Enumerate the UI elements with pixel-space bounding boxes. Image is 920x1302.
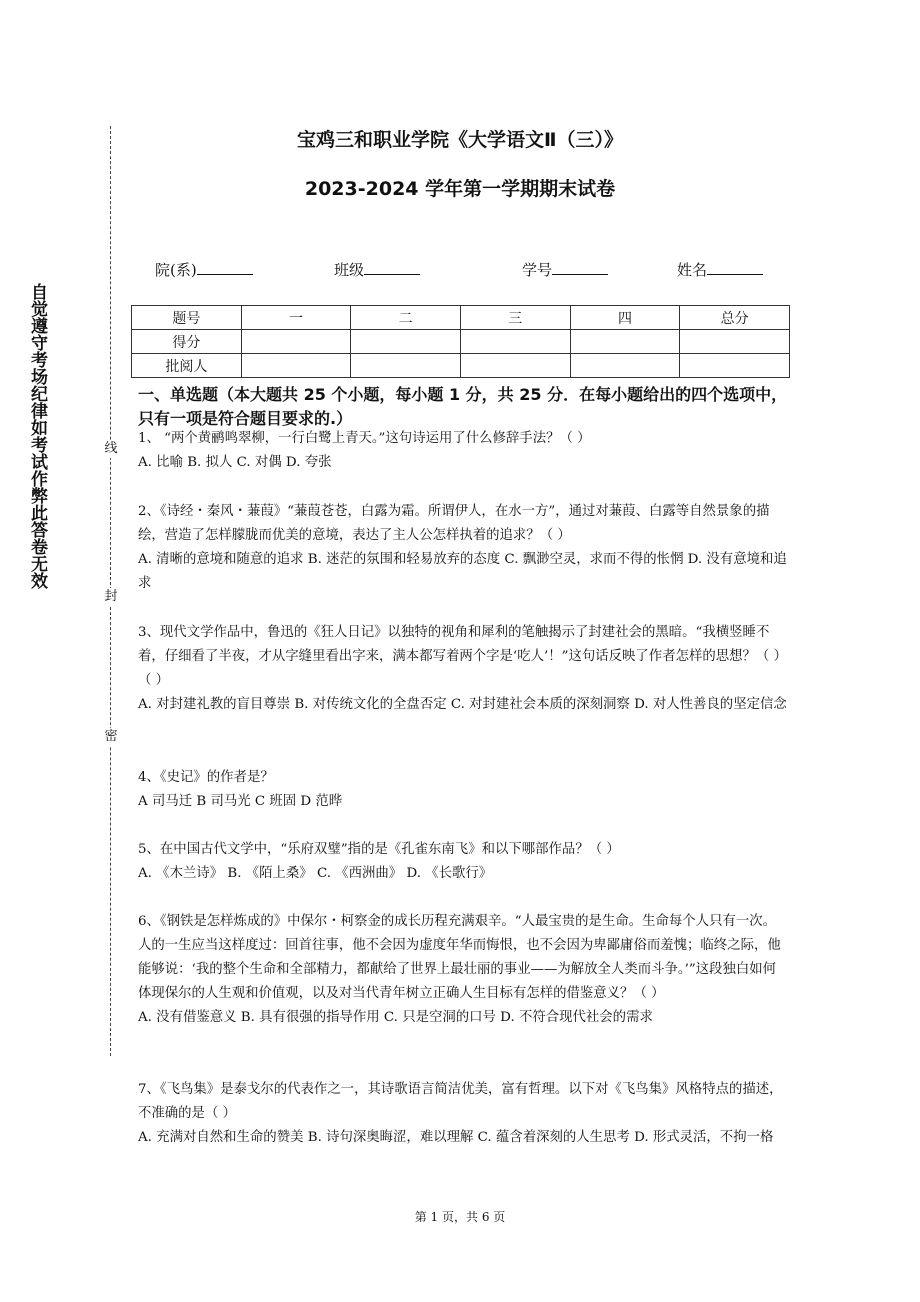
binding-mark-xian: 线	[104, 441, 118, 456]
score-header-cell: 三	[460, 306, 570, 330]
question-1	[138, 427, 788, 475]
section-heading: 一、单选题（本大题共 25 个小题，每小题 1 分，共 25 分．在每小题给出的四个选项中，只有一项是符合题目要求的.）	[138, 385, 788, 428]
score-header-cell: 四	[570, 306, 680, 330]
question-stem: 2、《诗经・秦风・蒹葭》“蒹葭苍苍，白露为霜。所谓伊人，在水一方”，通过对蒹葭、白露等自然景象的描绘，营造了怎样朦胧而优美的意境，表达了主人公怎样执着的追求？（ ）	[138, 504, 770, 543]
score-header-cell: 二	[351, 306, 461, 330]
student-id-field[interactable]	[552, 259, 608, 275]
question-options: A. 没有借鉴意义 B. 具有很强的指导作用 C. 只是空洞的口号 D. 不符合现代社会的需求	[138, 1010, 653, 1025]
question-stem: 4、《史记》的作者是？	[138, 770, 274, 785]
class-label: 班级	[334, 261, 365, 279]
score-table	[131, 305, 790, 378]
score-row-label: 得分	[132, 330, 242, 354]
score-cell[interactable]	[570, 330, 680, 354]
name-label: 姓名	[677, 261, 708, 279]
question-7	[138, 1078, 788, 1150]
question-options: A. 比喻 B. 拟人 C. 对偶 D. 夸张	[138, 455, 332, 470]
student-id-label: 学号	[522, 261, 553, 279]
exam-subtitle: 2023-2024 学年第一学期期末试卷	[304, 178, 616, 200]
question-options: A. 《木兰诗》 B. 《陌上桑》 C. 《西洲曲》 D. 《长歌行》	[138, 866, 493, 881]
question-options: A. 对封建礼教的盲目尊崇 B. 对传统文化的全盘否定 C. 对封建社会本质的深刻洞察 D. 对人性善良的坚定信念	[138, 697, 787, 712]
class-field[interactable]	[364, 259, 420, 275]
score-cell[interactable]	[460, 330, 570, 354]
grader-row	[132, 354, 790, 378]
grader-row-label: 批阅人	[132, 354, 242, 378]
question-2	[138, 500, 788, 596]
grader-cell[interactable]	[460, 354, 570, 378]
grader-cell[interactable]	[680, 354, 790, 378]
question-stem: 5、在中国古代文学中，“乐府双璧”指的是《孔雀东南飞》和以下哪部作品？（ ）	[138, 842, 620, 857]
binding-mark-mi: 密	[104, 729, 118, 744]
question-options: A 司马迁 B 司马光 C 班固 D 范晔	[138, 794, 343, 809]
grader-cell[interactable]	[570, 354, 680, 378]
score-header-cell: 总分	[680, 306, 790, 330]
question-stem: 6、《钢铁是怎样炼成的》中保尔・柯察金的成长历程充满艰辛。“人最宝贵的是生命。生命每个人只有一次。人的一生应当这样度过：回首往事，他不会因为虚度年华而悔恨，也不会因为卑鄙庸俗而羞愧；临终之际，他能够说：‘我的整个生命和全部精力，都献给了世界上最壮丽的事业——为解放全人类而斗争。’”这段独白如何体现保尔的人生观和价值观，以及对当代青年树立正确人生目标有怎样的借鉴意义？（ ）	[138, 914, 781, 1001]
question-5	[138, 838, 788, 886]
score-table-header-row	[132, 306, 790, 330]
grader-cell[interactable]	[351, 354, 461, 378]
exam-title: 宝鸡三和职业学院《大学语文Ⅱ（三）》	[296, 129, 624, 151]
page-footer: 第 1 页，共 6 页	[414, 1210, 506, 1224]
question-options: A. 清晰的意境和随意的追求 B. 迷茫的氛围和轻易放弃的态度 C. 飘渺空灵，求而不得的怅惘 D. 没有意境和追求	[138, 552, 787, 591]
score-cell[interactable]	[351, 330, 461, 354]
binding-mark-feng: 封	[104, 589, 118, 604]
score-header-cell: 题号	[132, 306, 242, 330]
question-4	[138, 766, 788, 814]
question-3	[138, 621, 788, 717]
question-stem: 1、 “两个黄鹂鸣翠柳，一行白鹭上青天。”这句诗运用了什么修辞手法？（ ）	[138, 431, 591, 446]
department-field[interactable]	[197, 259, 253, 275]
question-stem: 7、《飞鸟集》是泰戈尔的代表作之一，其诗歌语言简洁优美，富有哲理。以下对《飞鸟集》风格特点的描述，不准确的是（ ）	[138, 1082, 783, 1121]
question-6	[138, 910, 788, 1030]
score-cell[interactable]	[241, 330, 351, 354]
score-header-cell: 一	[241, 306, 351, 330]
score-cell[interactable]	[680, 330, 790, 354]
exam-discipline-notice: 自觉遵守考场纪律如考试作弊此答卷无效	[27, 283, 47, 589]
grader-cell[interactable]	[241, 354, 351, 378]
question-stem: 3、现代文学作品中，鲁迅的《狂人日记》以独特的视角和犀利的笔触揭示了封建社会的黑暗。“我横竖睡不着，仔细看了半夜，才从字缝里看出字来，满本都写着两个字是‘吃人’！”这句话反映了作者怎样的思想？（ ） （ ）	[138, 625, 787, 688]
name-field[interactable]	[707, 259, 763, 275]
score-row	[132, 330, 790, 354]
department-label: 院(系)	[155, 261, 197, 279]
question-options: A. 充满对自然和生命的赞美 B. 诗句深奥晦涩，难以理解 C. 蕴含着深刻的人生思考 D. 形式灵活，不拘一格	[138, 1130, 774, 1145]
student-info-row	[0, 259, 920, 281]
